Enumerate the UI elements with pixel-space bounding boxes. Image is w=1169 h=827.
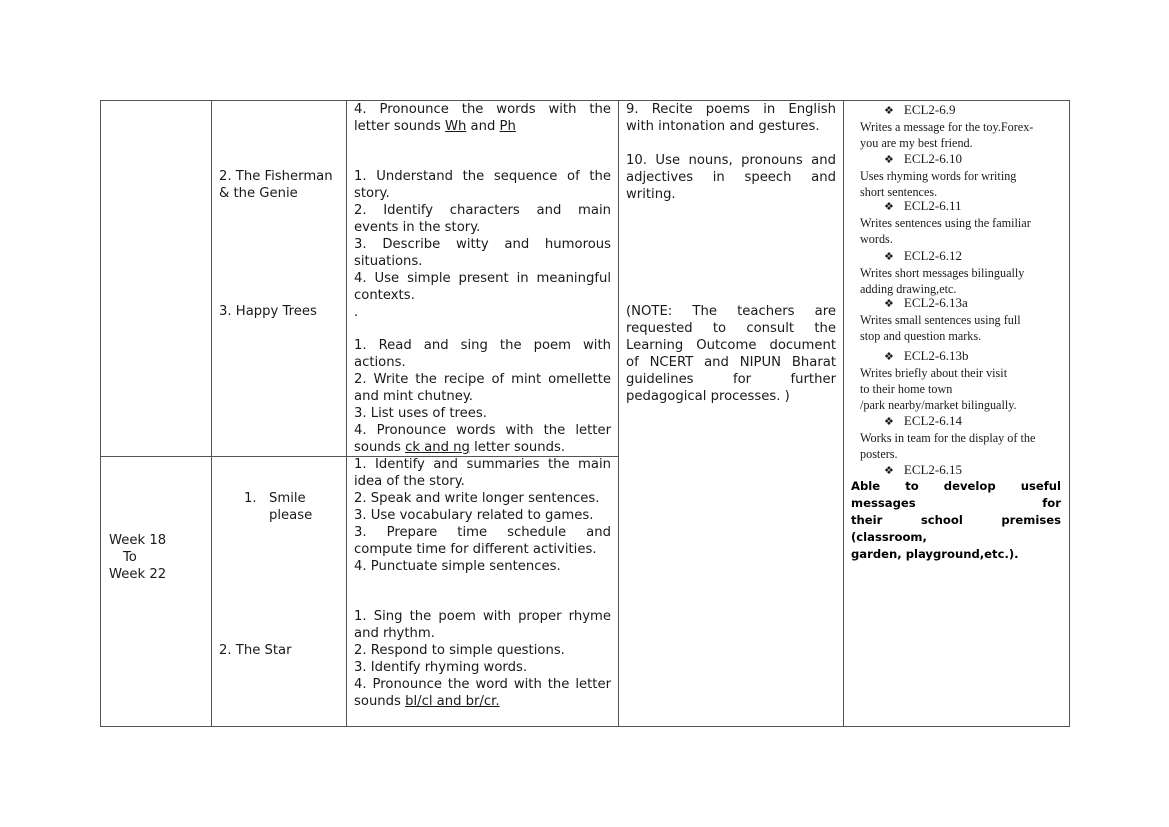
activity-note: (NOTE: The teachers are requested to consult the Learning Outcome document of NCERT and NIPUN Bharat guidelines for further pedagogical processes. )	[626, 304, 836, 404]
outcome-code: ❖ ECL2-6.11	[884, 198, 962, 213]
letter-sound-wh: Wh	[444, 119, 467, 134]
outcome-text: Writes short messages bilingually adding drawing,etc.	[860, 266, 1025, 296]
outcome-text: Works in team for the display of the posters.	[860, 431, 1036, 461]
outcome-code: ❖ ECL2-6.13a	[884, 295, 968, 310]
week-start: Week 18	[109, 533, 167, 548]
diamond-bullet-icon: ❖	[884, 415, 894, 428]
activity-item-10: 10. Use nouns, pronouns and adjectives in speech and writing.	[626, 153, 836, 202]
table-right-border	[1069, 100, 1070, 727]
outcome-code: ❖ ECL2-6.9	[884, 102, 956, 117]
lesson-smile-please: 1. Smile please	[244, 491, 313, 523]
letter-sounds-ck-ng: ck and ng	[405, 440, 470, 455]
lesson-fisherman: 2. The Fisherman & the Genie	[219, 169, 333, 201]
lesson-happy-trees: 3. Happy Trees	[219, 304, 317, 319]
week-to: To	[123, 550, 137, 565]
table-left-border	[100, 100, 101, 727]
objective-top: 4. Pronounce the words with the letter sounds Wh and Ph	[354, 102, 611, 134]
outcome-text: Writes a message for the toy.Forex- you are my best friend.	[860, 120, 1034, 150]
letter-sounds-bl-br: bl/cl and br/cr.	[405, 694, 500, 709]
outcome-code: ❖ ECL2-6.14	[884, 413, 963, 428]
objectives-the-star: 1. Sing the poem with proper rhyme and rhythm. 2. Respond to simple questions. 3. Identify rhyming words. 4. Pronounce the word with the letter sounds bl/cl and br/cr.	[354, 609, 611, 709]
table-bottom-border	[100, 726, 1070, 727]
column-divider-2	[346, 100, 347, 727]
diamond-bullet-icon: ❖	[884, 297, 894, 310]
lesson-number: 1.	[244, 491, 257, 506]
outcome-code: ❖ ECL2-6.13b	[884, 348, 969, 363]
letter-sound-ph: Ph	[499, 119, 516, 134]
column-divider-4	[843, 100, 844, 727]
outcome-code: ❖ ECL2-6.10	[884, 151, 963, 166]
diamond-bullet-icon: ❖	[884, 250, 894, 263]
column-divider-1	[211, 100, 212, 727]
outcome-text: Writes sentences using the familiar words.	[860, 216, 1031, 246]
outcome-text: Uses rhyming words for writing short sentences.	[860, 169, 1017, 199]
diamond-bullet-icon: ❖	[884, 464, 894, 477]
outcome-final-text: Able to develop useful messages for their school premises (classroom, garden, playground,etc.).	[851, 479, 1061, 561]
outcome-code: ❖ ECL2-6.12	[884, 248, 963, 263]
activity-item-9: 9. Recite poems in English with intonation and gestures.	[626, 102, 836, 134]
diamond-bullet-icon: ❖	[884, 104, 894, 117]
column-divider-3	[618, 100, 619, 727]
lesson-the-star: 2. The Star	[219, 643, 292, 658]
outcome-code: ❖ ECL2-6.15	[884, 462, 963, 477]
objectives-happy-trees: 1. Read and sing the poem with actions. 2. Write the recipe of mint omellette and mint chutney. 3. List uses of trees. 4. Pronounce words with the letter sounds ck and ng letter sounds.	[354, 338, 611, 455]
diamond-bullet-icon: ❖	[884, 153, 894, 166]
objectives-smile-please: 1. Identify and summaries the main idea of the story. 2. Speak and write longer sentences. 3. Use vocabulary related to games. 3. Prepare time schedule and compute time for different activities. 4. Punctuate simple sentences.	[354, 457, 611, 574]
outcome-text: Writes small sentences using full stop and question marks.	[860, 313, 1021, 343]
diamond-bullet-icon: ❖	[884, 200, 894, 213]
diamond-bullet-icon: ❖	[884, 350, 894, 363]
week-end: Week 22	[109, 567, 167, 582]
objectives-fisherman: 1. Understand the sequence of the story. 2. Identify characters and main events in the story. 3. Describe witty and humorous situations. 4. Use simple present in meaningful contexts. .	[354, 169, 611, 320]
week-cell	[109, 532, 204, 583]
outcome-text: Writes briefly about their visit to their home town /park nearby/market bilingually.	[860, 366, 1017, 412]
